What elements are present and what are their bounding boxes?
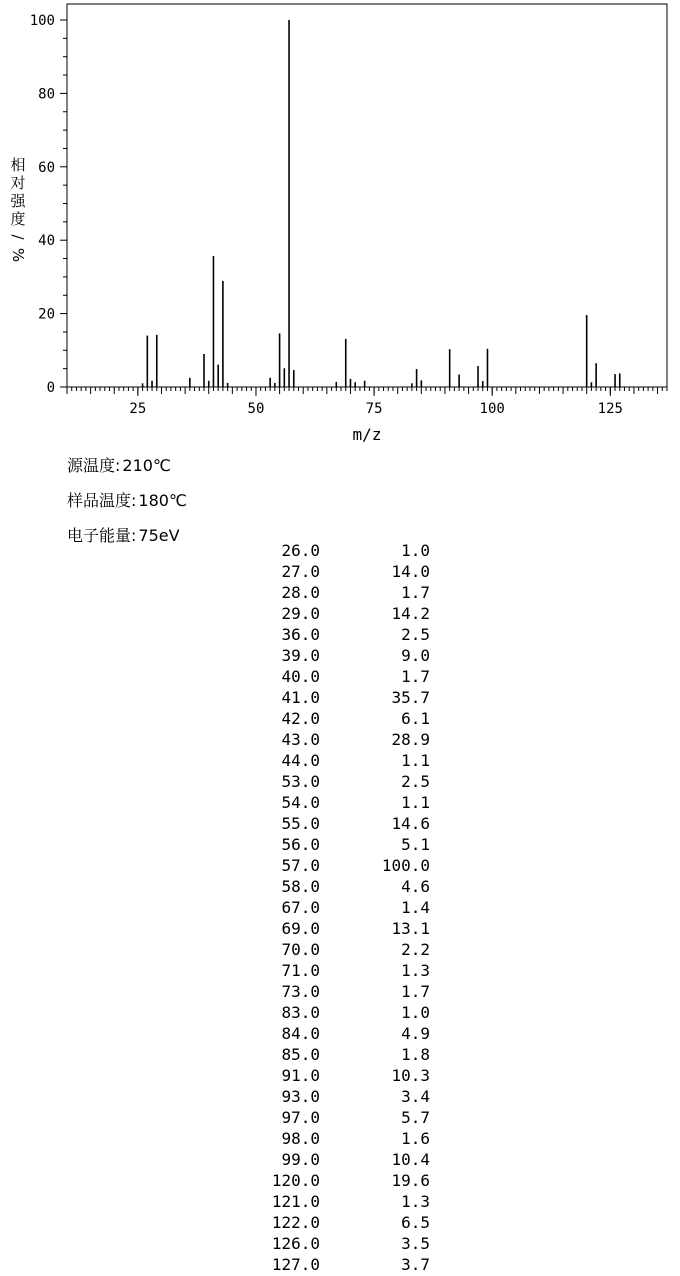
peak-row — [0, 1234, 680, 1255]
y-axis-label-char: 度 — [10, 210, 26, 228]
peak-row — [0, 1255, 680, 1276]
peak-intensity: 1.8 — [401, 1045, 430, 1064]
peak-row — [0, 1213, 680, 1234]
peak-intensity: 10.3 — [391, 1066, 430, 1085]
peak-row — [0, 604, 680, 625]
peak-row — [0, 961, 680, 982]
peak-intensity: 1.0 — [401, 1003, 430, 1022]
y-axis-label-char: 强 — [10, 192, 26, 210]
mass-spectrum-chart — [0, 0, 680, 450]
peak-intensity: 6.5 — [401, 1213, 430, 1232]
peak-intensity: 28.9 — [391, 730, 430, 749]
peak-mz: 127.0 — [271, 1255, 320, 1274]
peak-intensity: 19.6 — [391, 1171, 430, 1190]
peak-intensity: 2.5 — [401, 625, 430, 644]
source-temperature — [67, 453, 171, 476]
peak-row — [0, 1066, 680, 1087]
peak-mz: 91.0 — [281, 1066, 320, 1085]
peak-row — [0, 541, 680, 562]
peak-intensity: 1.7 — [401, 982, 430, 1001]
peak-mz: 67.0 — [281, 898, 320, 917]
peak-mz: 44.0 — [281, 751, 320, 770]
peak-mz: 97.0 — [281, 1108, 320, 1127]
peak-mz: 42.0 — [281, 709, 320, 728]
peak-list — [0, 541, 680, 1276]
peak-mz: 26.0 — [281, 541, 320, 560]
peak-intensity: 14.6 — [391, 814, 430, 833]
peak-mz: 53.0 — [281, 772, 320, 791]
peak-row — [0, 730, 680, 751]
peak-row — [0, 1108, 680, 1129]
peak-mz: 40.0 — [281, 667, 320, 686]
peak-intensity: 10.4 — [391, 1150, 430, 1169]
x-tick-label: 100 — [479, 401, 505, 417]
y-tick-label: 0 — [46, 380, 55, 396]
y-tick-label: 80 — [38, 86, 55, 103]
peak-intensity: 9.0 — [401, 646, 430, 665]
peak-mz: 55.0 — [281, 814, 320, 833]
peak-row — [0, 1087, 680, 1108]
plot-frame — [67, 4, 667, 387]
y-tick-label: 40 — [38, 233, 55, 250]
peak-intensity: 3.7 — [401, 1255, 430, 1274]
chart-bars — [143, 20, 620, 387]
chart-ticks — [30, 13, 667, 417]
peak-mz: 84.0 — [281, 1024, 320, 1043]
peak-row — [0, 898, 680, 919]
peak-mz: 83.0 — [281, 1003, 320, 1022]
y-axis-label-char: 对 — [10, 174, 26, 192]
peak-row — [0, 814, 680, 835]
peak-intensity: 5.1 — [401, 835, 430, 854]
sample-temperature-label: 样品温度: — [67, 491, 137, 510]
peak-mz: 58.0 — [281, 877, 320, 896]
peak-row — [0, 1171, 680, 1192]
peak-mz: 39.0 — [281, 646, 320, 665]
peak-intensity: 1.0 — [401, 541, 430, 560]
y-tick-label: 100 — [29, 13, 55, 29]
peak-row — [0, 982, 680, 1003]
peak-row — [0, 583, 680, 604]
x-tick-label: 125 — [597, 401, 623, 417]
peak-mz: 41.0 — [281, 688, 320, 707]
peak-row — [0, 751, 680, 772]
peak-row — [0, 1003, 680, 1024]
y-tick-label: 20 — [38, 306, 55, 323]
peak-intensity: 1.4 — [401, 898, 430, 917]
x-tick-label: 50 — [247, 401, 265, 417]
sample-temperature — [67, 488, 187, 511]
peak-intensity: 14.0 — [391, 562, 430, 581]
peak-mz: 99.0 — [281, 1150, 320, 1169]
peak-row — [0, 625, 680, 646]
peak-row — [0, 646, 680, 667]
x-axis-label: m/z — [352, 425, 382, 444]
peak-intensity: 4.6 — [401, 877, 430, 896]
peak-mz: 28.0 — [281, 583, 320, 602]
peak-mz: 70.0 — [281, 940, 320, 959]
sample-temperature-value: 180℃ — [138, 491, 187, 510]
peak-mz: 54.0 — [281, 793, 320, 812]
peak-intensity: 2.5 — [401, 772, 430, 791]
peak-mz: 85.0 — [281, 1045, 320, 1064]
peak-intensity: 14.2 — [391, 604, 430, 623]
peak-intensity: 35.7 — [391, 688, 430, 707]
peak-row — [0, 1150, 680, 1171]
peak-mz: 27.0 — [281, 562, 320, 581]
peak-intensity: 1.7 — [401, 667, 430, 686]
peak-intensity: 13.1 — [391, 919, 430, 938]
peak-row — [0, 562, 680, 583]
peak-intensity: 3.5 — [401, 1234, 430, 1253]
peak-mz: 29.0 — [281, 604, 320, 623]
peak-mz: 93.0 — [281, 1087, 320, 1106]
y-axis-label-char: % — [9, 247, 27, 263]
peak-row — [0, 835, 680, 856]
y-axis-label — [8, 156, 28, 264]
peak-row — [0, 1129, 680, 1150]
peak-row — [0, 709, 680, 730]
peak-mz: 122.0 — [271, 1213, 320, 1232]
peak-mz: 98.0 — [281, 1129, 320, 1148]
peak-row — [0, 688, 680, 709]
peak-intensity: 4.9 — [401, 1024, 430, 1043]
peak-mz: 73.0 — [281, 982, 320, 1001]
peak-row — [0, 940, 680, 961]
source-temperature-value: 210℃ — [122, 456, 171, 475]
electron-energy-value: 75eV — [138, 526, 180, 545]
peak-intensity: 2.2 — [401, 940, 430, 959]
peak-mz: 57.0 — [281, 856, 320, 875]
peak-mz: 126.0 — [271, 1234, 320, 1253]
y-tick-label: 60 — [38, 159, 55, 176]
source-temperature-label: 源温度: — [67, 456, 121, 475]
peak-row — [0, 1024, 680, 1045]
peak-intensity: 5.7 — [401, 1108, 430, 1127]
peak-row — [0, 1192, 680, 1213]
peak-mz: 121.0 — [271, 1192, 320, 1211]
peak-mz: 43.0 — [281, 730, 320, 749]
peak-intensity: 1.7 — [401, 583, 430, 602]
y-axis-label-char: / — [9, 234, 27, 240]
peak-row — [0, 877, 680, 898]
peak-intensity: 100.0 — [381, 856, 430, 875]
peak-intensity: 3.4 — [401, 1087, 430, 1106]
peak-mz: 56.0 — [281, 835, 320, 854]
electron-energy-label: 电子能量: — [67, 526, 137, 545]
peak-intensity: 1.1 — [401, 793, 430, 812]
peak-intensity: 1.1 — [401, 751, 430, 770]
peak-intensity: 1.3 — [401, 961, 430, 980]
peak-intensity: 6.1 — [401, 709, 430, 728]
peak-row — [0, 772, 680, 793]
peak-row — [0, 667, 680, 688]
peak-mz: 120.0 — [271, 1171, 320, 1190]
chart-axes — [67, 4, 667, 387]
x-tick-label: 75 — [365, 401, 383, 417]
peak-intensity: 1.3 — [401, 1192, 430, 1211]
x-tick-label: 25 — [129, 401, 147, 417]
peak-row — [0, 919, 680, 940]
peak-row — [0, 1045, 680, 1066]
peak-mz: 69.0 — [281, 919, 320, 938]
peak-mz: 36.0 — [281, 625, 320, 644]
peak-row — [0, 793, 680, 814]
peak-intensity: 1.6 — [401, 1129, 430, 1148]
y-axis-label-char: 相 — [10, 156, 26, 174]
peak-mz: 71.0 — [281, 961, 320, 980]
peak-row — [0, 856, 680, 877]
